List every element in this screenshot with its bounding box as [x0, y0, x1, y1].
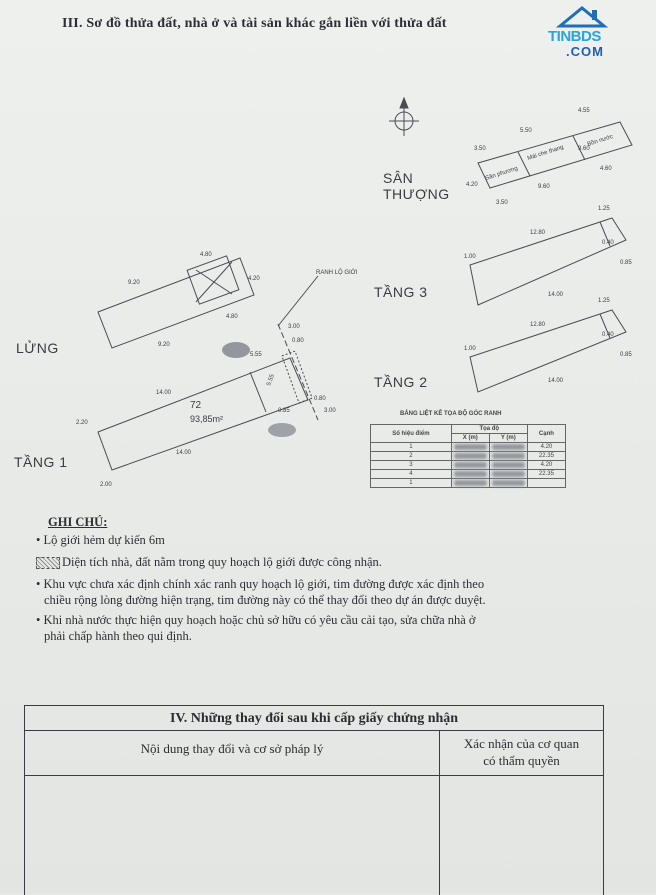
mezzanine-outline [98, 258, 254, 348]
changes-content-header: Nội dung thay đổi và cơ sở pháp lý [140, 741, 324, 756]
table-row: 1 [371, 479, 566, 488]
dim: 0.85 [620, 260, 632, 266]
dim: 3.50 [496, 200, 508, 206]
authority-header: Xác nhận của cơ quan có thẩm quyền [463, 736, 580, 768]
note-item: phải chấp hành theo qui định. [44, 629, 192, 643]
dim: 0.40 [602, 332, 614, 338]
redaction [268, 423, 296, 437]
dim: 0.80 [292, 338, 304, 344]
dim: 0.40 [602, 240, 614, 246]
dim: 4.20 [248, 276, 260, 282]
note-item: chiều rộng lòng đường hiện trạng, tim đường này có thể thay đổi theo dự án được duyệt. [44, 593, 486, 607]
dim: 4.80 [200, 252, 212, 258]
redaction [222, 342, 250, 358]
col-header: Y (m) [489, 434, 527, 443]
dim: 3.50 [474, 146, 486, 152]
dim: 5.50 [520, 128, 532, 134]
room-label: Sân phương [484, 165, 519, 182]
dim: 0.85 [278, 408, 290, 414]
room-label: Mái che thang [526, 144, 565, 162]
label-san-thuong-1: SÂN [383, 170, 414, 186]
table-row: 1 4.20 [371, 443, 566, 452]
dim: 4.60 [600, 166, 612, 172]
dim: 9.20 [158, 342, 170, 348]
changes-table [24, 705, 604, 895]
dim: 1.25 [598, 206, 610, 212]
label-san-thuong-2: THƯỢNG [383, 186, 450, 202]
dim: 14.00 [156, 390, 172, 396]
coord-table-caption: BẢNG LIỆT KÊ TỌA ĐỘ GÓC RANH [400, 411, 502, 417]
dim: 0.80 [314, 396, 326, 402]
room-label: Bồn nước [586, 133, 614, 148]
dim: 9.60 [538, 184, 550, 190]
table-row: 4 22.35 [371, 470, 566, 479]
dim: 4.20 [466, 182, 478, 188]
notes-heading: GHI CHÚ: [48, 515, 108, 529]
dim: 5.55 [266, 373, 276, 387]
parcel-area: 93,85m² [190, 414, 224, 424]
note-item: • Khu vực chưa xác định chính xác ranh quy hoạch lộ giới, tim đường được xác định theo [36, 577, 485, 591]
dim: 12.80 [530, 230, 546, 236]
table-row: 2 22.35 [371, 452, 566, 461]
label-tang-2: TẦNG 2 [374, 374, 428, 390]
dim: 14.00 [548, 292, 564, 298]
dim: 0.85 [620, 352, 632, 358]
parcel-number: 72 [190, 400, 202, 411]
col-header: Số hiệu điểm [371, 425, 452, 443]
dim: 1.00 [464, 254, 476, 260]
dim: 4.55 [578, 108, 590, 114]
table-row: 3 4.20 [371, 461, 566, 470]
dim: 2.00 [100, 482, 112, 488]
section-4-title: IV. Những thay đổi sau khi cấp giấy chứng nhận [25, 706, 603, 731]
logo-text-bottom: .COM [566, 44, 604, 59]
rooftop-outline [478, 122, 632, 188]
dim: 9.20 [128, 280, 140, 286]
logo-text-top: TINBDS [548, 28, 601, 45]
label-tang-1: TẦNG 1 [14, 454, 68, 470]
changes-header-row [25, 731, 603, 776]
label-lung: LỬNG [16, 340, 59, 356]
section-3-title: III. Sơ đồ thửa đất, nhà ở và tài sản khác gắn liền với thửa đất [62, 16, 447, 31]
dim: 12.80 [530, 322, 546, 328]
dim: 5.55 [250, 352, 262, 358]
north-arrow-icon [389, 98, 419, 136]
dim: 14.00 [548, 378, 564, 384]
dim: 1.25 [598, 298, 610, 304]
col-header: Cạnh [527, 425, 565, 443]
coord-table [370, 424, 566, 488]
dim: 4.80 [226, 314, 238, 320]
dim: 9.60 [578, 146, 590, 152]
ranh-lo-gioi-label: RANH LỘ GIỚI [316, 270, 358, 276]
note-item: • Lộ giới hẻm dự kiến 6m [36, 533, 165, 547]
col-header: X (m) [451, 434, 489, 443]
note-item: Diện tích nhà, đất nằm trong quy hoạch lộ giới được công nhận. [36, 554, 382, 570]
col-header-group: Tọa độ [451, 425, 527, 434]
hatch-legend-icon [36, 557, 60, 569]
dim: 2.20 [76, 420, 88, 426]
note-item: • Khi nhà nước thực hiện quy hoạch hoặc chủ sở hữu có yêu cầu cải tạo, sửa chữa nhà ở [36, 613, 476, 627]
dim: 3.00 [288, 324, 300, 330]
dim: 3.00 [324, 408, 336, 414]
label-tang-3: TẦNG 3 [374, 284, 428, 300]
dim: 1.00 [464, 346, 476, 352]
dim: 14.00 [176, 450, 192, 456]
